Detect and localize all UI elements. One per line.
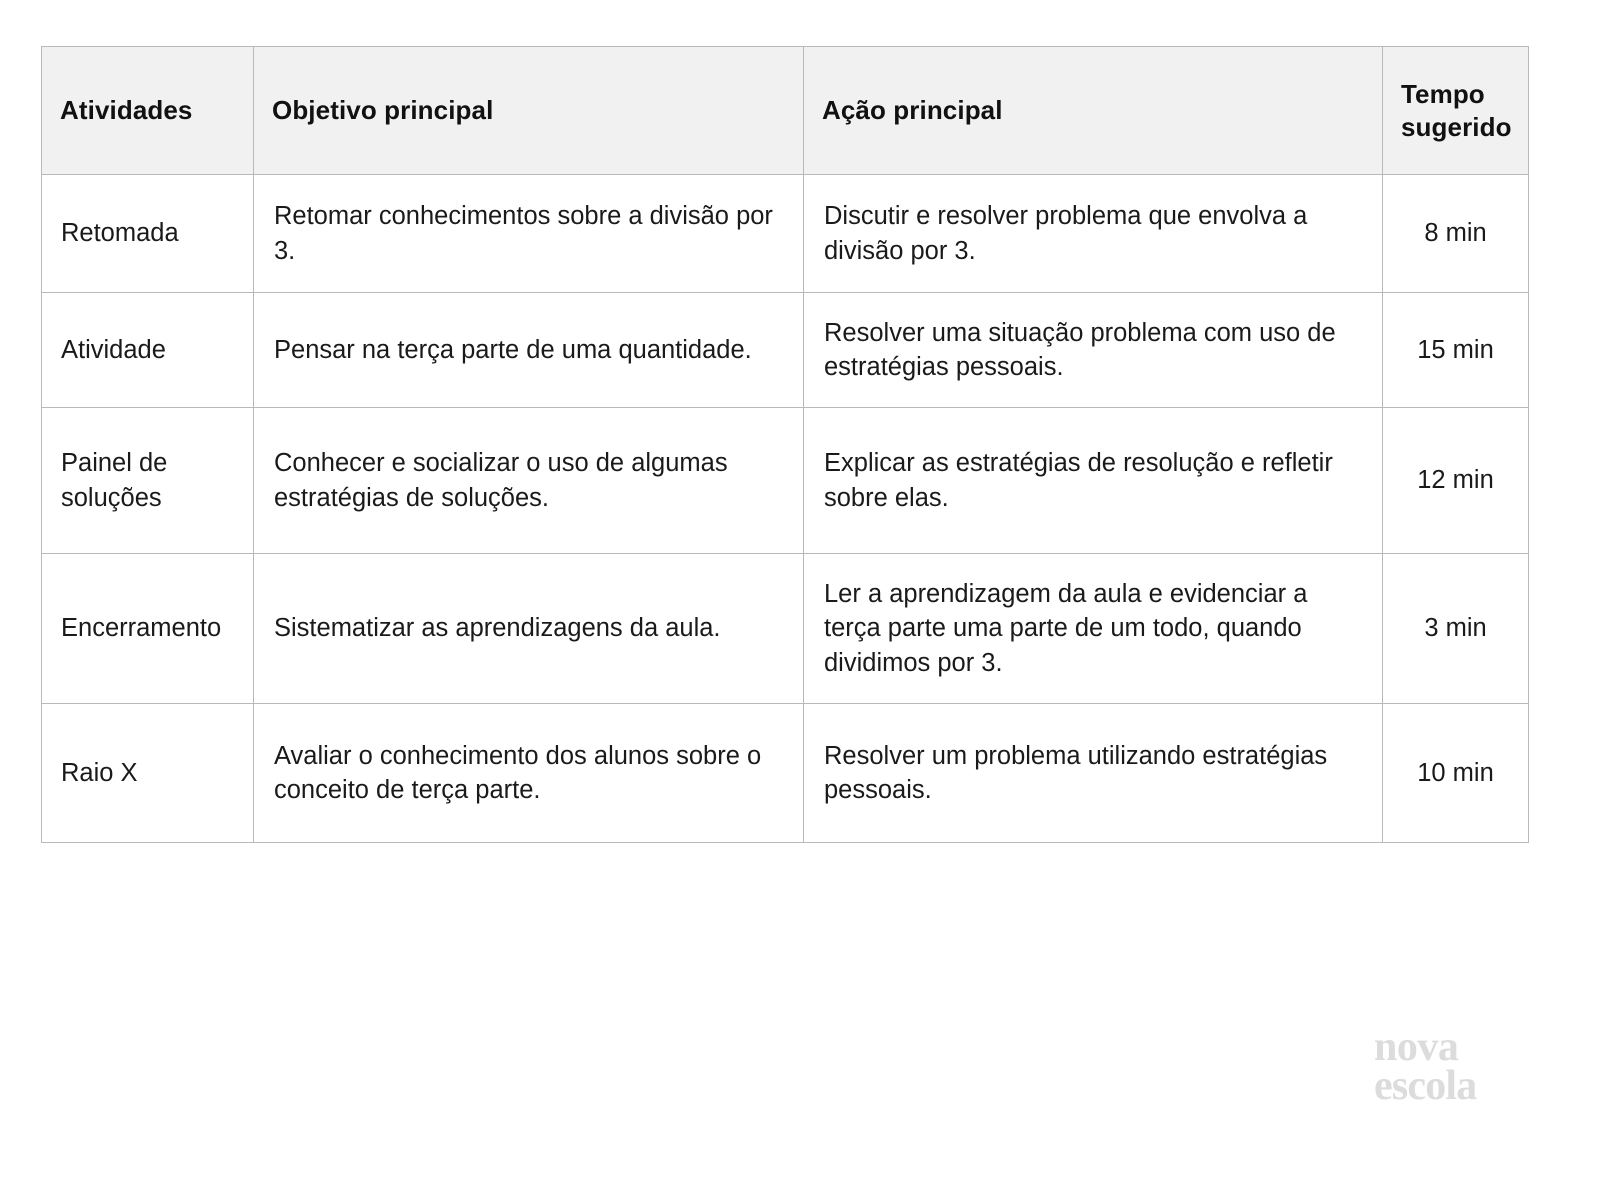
cell-objetivo	[254, 408, 804, 554]
column-header-acao	[804, 47, 1383, 175]
lesson-plan-table	[41, 46, 1529, 843]
cell-acao-text: Resolver uma situação problema com uso de estratégias pessoais.	[824, 318, 1336, 381]
cell-objetivo-text: Pensar na terça parte de uma quantidade.	[274, 335, 752, 364]
table-body	[42, 175, 1529, 843]
column-header-objetivo	[254, 47, 804, 175]
table-row	[42, 704, 1529, 843]
cell-acao-text: Discutir e resolver problema que envolva a divisão por 3.	[824, 202, 1308, 265]
cell-tempo-text: 12 min	[1417, 466, 1494, 495]
cell-acao	[804, 554, 1383, 704]
column-header-tempo-label-line2: sugerido	[1401, 111, 1512, 142]
cell-tempo-text: 10 min	[1417, 758, 1494, 787]
cell-objetivo-text: Conhecer e socializar o uso de algumas estratégias de soluções.	[274, 449, 728, 512]
cell-atividade	[42, 704, 254, 843]
column-header-tempo-label-line1: Tempo	[1401, 79, 1485, 110]
cell-objetivo-text: Retomar conhecimentos sobre a divisão por 3.	[274, 202, 773, 265]
cell-objetivo	[254, 554, 804, 704]
cell-acao	[804, 175, 1383, 293]
cell-tempo	[1383, 175, 1529, 293]
cell-objetivo	[254, 175, 804, 293]
cell-tempo	[1383, 408, 1529, 554]
table-header	[42, 47, 1529, 175]
cell-atividade-text: Raio X	[61, 758, 138, 787]
column-header-atividades-label: Atividades	[60, 95, 193, 126]
table-row	[42, 408, 1529, 554]
cell-acao-text: Resolver um problema utilizando estratégias pessoais.	[824, 741, 1328, 804]
cell-objetivo-text: Avaliar o conhecimento dos alunos sobre o conceito de terça parte.	[274, 741, 762, 804]
cell-atividade	[42, 408, 254, 554]
table-header-row	[42, 47, 1529, 175]
cell-acao	[804, 408, 1383, 554]
cell-acao-text: Ler a aprendizagem da aula e evidenciar a terça parte uma parte de um todo, quando dividimos por 3.	[824, 580, 1308, 677]
cell-tempo	[1383, 554, 1529, 704]
nova-escola-logo	[1374, 1024, 1514, 1110]
cell-tempo-text: 15 min	[1417, 335, 1494, 364]
cell-objetivo-text: Sistematizar as aprendizagens da aula.	[274, 614, 721, 643]
table-row	[42, 175, 1529, 293]
cell-atividade	[42, 175, 254, 293]
table-row	[42, 293, 1529, 408]
cell-objetivo	[254, 293, 804, 408]
cell-atividade-text: Painel de soluções	[61, 449, 168, 512]
column-header-atividades	[42, 47, 254, 175]
column-header-tempo	[1383, 47, 1529, 175]
cell-atividade-text: Encerramento	[61, 614, 222, 643]
cell-tempo	[1383, 293, 1529, 408]
cell-acao	[804, 293, 1383, 408]
cell-acao-text: Explicar as estratégias de resolução e refletir sobre elas.	[824, 449, 1333, 512]
cell-atividade-text: Retomada	[61, 219, 179, 248]
cell-atividade-text: Atividade	[61, 335, 166, 364]
logo-line-nova: nova	[1374, 1024, 1459, 1070]
column-header-acao-label: Ação principal	[822, 95, 1003, 126]
cell-objetivo	[254, 704, 804, 843]
table-row	[42, 554, 1529, 704]
cell-tempo-text: 3 min	[1424, 614, 1487, 643]
cell-tempo-text: 8 min	[1424, 219, 1487, 248]
cell-acao	[804, 704, 1383, 843]
column-header-objetivo-label: Objetivo principal	[272, 95, 494, 126]
cell-atividade	[42, 554, 254, 704]
cell-tempo	[1383, 704, 1529, 843]
cell-atividade	[42, 293, 254, 408]
logo-line-escola: escola	[1374, 1063, 1477, 1110]
